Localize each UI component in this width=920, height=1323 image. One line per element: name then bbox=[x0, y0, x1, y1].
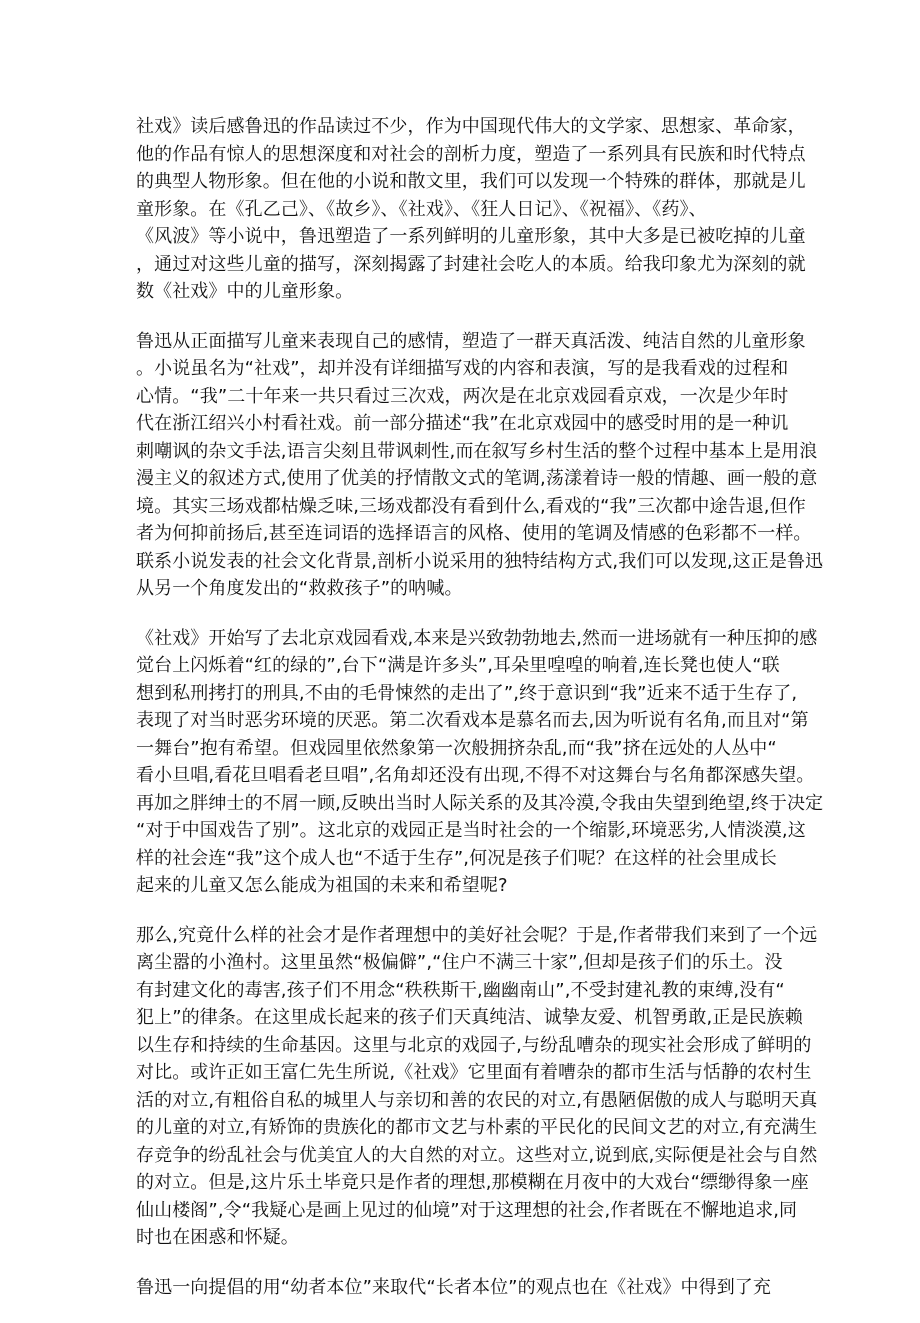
text-line: 联系小说发表的社会文化背景,剖析小说采用的独特结构方式,我们可以发现,这正是鲁迅 bbox=[136, 550, 824, 572]
text-line: 童形象。在《孔乙己》、《故乡》、《社戏》、《狂人日记》、《祝福》、《药》、 bbox=[136, 198, 707, 220]
text-line: 的儿童的对立,有矫饰的贵族化的都市文艺与朴素的平民化的民间文艺的对立,有充满生 bbox=[136, 1117, 818, 1138]
text-line: 一舞台”抱有希望。但戏园里依然象第一次般拥挤杂乱,而“我”挤在远处的人丛中“ bbox=[136, 737, 777, 759]
text-line: 想到私刑拷打的刑具,不由的毛骨悚然的走出了”,终于意识到“我”近来不适于生存了, bbox=[136, 682, 798, 704]
text-line: “对于中国戏告了别”。这北京的戏园正是当时社会的一个缩影,环境恶劣,人情淡漠,这 bbox=[136, 820, 806, 841]
text-line: 社戏》读后感鲁迅的作品读过不少，作为中国现代伟大的文学家、思想家、革命家， bbox=[136, 116, 806, 137]
text-line: 鲁迅一向提倡的用“幼者本位”来取代“长者本位”的观点也在《社戏》中得到了充 bbox=[136, 1276, 771, 1298]
text-line: 再加之胖绅士的不屑一顾,反映出当时人际关系的及其冷漠,令我由失望到绝望,终于决定 bbox=[136, 792, 824, 814]
text-line: 刺嘲讽的杂文手法,语言尖刻且带讽刺性,而在叙写乡村生活的整个过程中基本上是用浪 bbox=[136, 440, 818, 462]
text-line: 有封建文化的毒害,孩子们不用念“秩秩斯干,幽幽南山”,不受封建礼教的束缚,没有“ bbox=[136, 979, 785, 1001]
text-line: 从另一个角度发出的“救救孩子”的呐喊。 bbox=[136, 578, 463, 599]
text-line: 存竞争的纷乱社会与优美宜人的大自然的对立。这些对立,说到底,实际便是社会与自然 bbox=[136, 1144, 818, 1166]
text-line: 以生存和持续的生命基因。这里与北京的戏园子,与纷乱嘈杂的现实社会形成了鲜明的 bbox=[136, 1034, 812, 1056]
text-line: ，通过对这些儿童的描写，深刻揭露了封建社会吃人的本质。给我印象尤为深刻的就 bbox=[136, 253, 806, 275]
text-line: 样的社会连“我”这个成人也“不适于生存”,何况是孩子们呢？在这样的社会里成长 bbox=[136, 847, 777, 869]
text-line: 境。其实三场戏都枯燥乏味,三场戏都没有看到什么,看戏的“我”三次都中途告退,但作 bbox=[136, 495, 806, 517]
text-line: 犯上”的律条。在这里成长起来的孩子们天真纯洁、诚挚友爱、机智勇敢,正是民族赖 bbox=[136, 1007, 803, 1028]
paragraph-2 bbox=[136, 328, 824, 603]
text-line: 。小说虽名为“社戏”，却并没有详细描写戏的内容和表演，写的是我看戏的过程和 bbox=[136, 358, 789, 379]
text-line: 起来的儿童又怎么能成为祖国的未来和希望呢? bbox=[136, 875, 508, 896]
text-line: 仙山楼阁”,令“我疑心是画上见过的仙境”对于这理想的社会,作者既在不懈地追求,同 bbox=[136, 1199, 798, 1221]
paragraph-4 bbox=[136, 922, 818, 1252]
text-line: 他的作品有惊人的思想深度和对社会的剖析力度，塑造了一系列具有民族和时代特点 bbox=[136, 143, 806, 165]
text-line: 《风波》等小说中，鲁迅塑造了一系列鲜明的儿童形象，其中大多是已被吃掉的儿童 bbox=[136, 226, 806, 247]
text-line: 代在浙江绍兴小村看社戏。前一部分描述“我”在北京戏园中的感受时用的是一种讥 bbox=[136, 413, 789, 434]
text-line: 看小旦唱,看花旦唱看老旦唱”,名角却还没有出现,不得不对这舞台与名角都深感失望。 bbox=[136, 765, 815, 786]
text-line: 《社戏》开始写了去北京戏园看戏,本来是兴致勃勃地去,然而一进场就有一种压抑的感 bbox=[136, 627, 818, 649]
text-line: 心情。“我”二十年来一共只看过三次戏，两次是在北京戏园看京戏，一次是少年时 bbox=[136, 385, 789, 407]
text-line: 鲁迅从正面描写儿童来表现自己的感情，塑造了一群天真活泼、纯洁自然的儿童形象 bbox=[136, 330, 806, 352]
text-line: 表现了对当时恶劣环境的厌恶。第二次看戏本是慕名而去,因为听说有名角,而且对“第 bbox=[136, 710, 809, 731]
paragraph-5 bbox=[136, 1274, 788, 1302]
text-line: 漫主义的叙述方式,使用了优美的抒情散文式的笔调,荡漾着诗一般的情趣、画一般的意 bbox=[136, 468, 818, 489]
paragraph-3 bbox=[136, 625, 824, 900]
text-line: 觉台上闪烁着“红的绿的”,台下“满是许多头”,耳朵里喤喤的响着,连长凳也使人“联 bbox=[136, 655, 780, 676]
text-line: 对比。或许正如王富仁先生所说,《社戏》它里面有着嘈杂的都市生活与恬静的农村生 bbox=[136, 1062, 812, 1083]
text-line: 离尘嚣的小渔村。这里虽然“极偏僻”,“住户不满三十家”,但却是孩子们的乐土。没 bbox=[136, 952, 783, 973]
text-line: 的典型人物形象。但在他的小说和散文里，我们可以发现一个特殊的群体，那就是儿 bbox=[136, 171, 806, 192]
text-line: 那么,究竟什么样的社会才是作者理想中的美好社会呢？于是,作者带我们来到了一个远 bbox=[136, 924, 818, 946]
text-line: 时也在困惑和怀疑。 bbox=[136, 1227, 299, 1248]
text-line: 的对立。但是,这片乐土毕竟只是作者的理想,那模糊在月夜中的大戏台“缥缈得象一座 bbox=[136, 1172, 809, 1193]
essay-body bbox=[136, 113, 824, 1323]
paragraph-1 bbox=[136, 113, 806, 306]
text-line: 者为何抑前扬后,甚至连词语的选择语言的风格、使用的笔调及情感的色彩都不一样。 bbox=[136, 523, 812, 544]
text-line: 数《社戏》中的儿童形象。 bbox=[136, 281, 354, 302]
text-line: 活的对立,有粗俗自私的城里人与亲切和善的农民的对立,有愚陋倨傲的成人与聪明天真 bbox=[136, 1089, 818, 1111]
